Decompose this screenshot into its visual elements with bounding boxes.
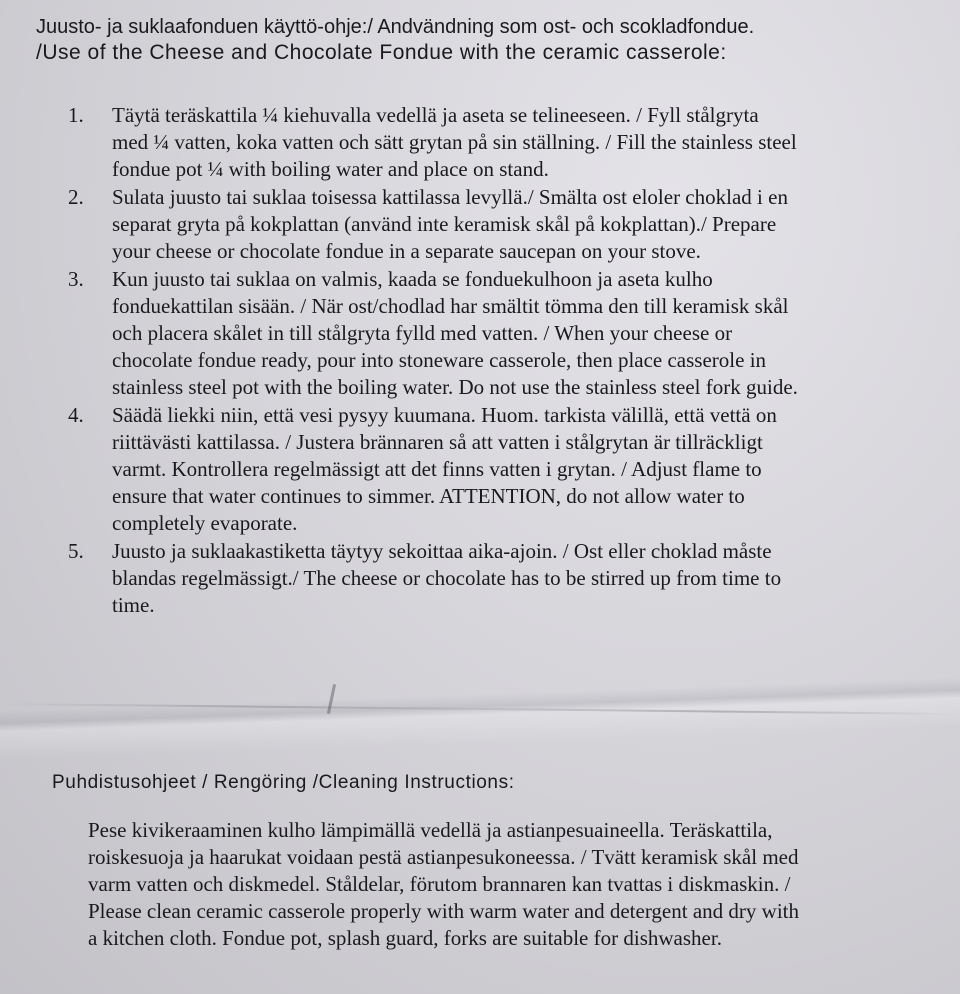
heading-line-1: Juusto- ja suklaafonduen käyttö-ohje:/ Andvändning som ost- och scokladfondue. xyxy=(36,16,755,38)
step-3 xyxy=(68,266,948,401)
step-line: separat gryta på kokplattan (använd inte keramisk skål på kokplattan)./ Prepare xyxy=(112,212,777,236)
step-line: your cheese or chocolate fondue in a separate saucepan on your stove. xyxy=(112,239,701,263)
step-line: time. xyxy=(112,593,155,617)
step-line: och placera skålet in till stålgryta fylld med vatten. / When your cheese or xyxy=(112,321,733,345)
step-2 xyxy=(68,184,948,265)
step-line: Sulata juusto tai suklaa toisessa kattilassa levyllä./ Smälta ost eloler choklad i en xyxy=(112,185,788,209)
step-number: 3. xyxy=(68,267,84,291)
paper-tear-mark xyxy=(327,684,336,714)
cleaning-instructions xyxy=(88,817,948,952)
step-1 xyxy=(68,102,948,183)
cleaning-heading: Puhdistusohjeet / Rengöring /Cleaning Instructions: xyxy=(52,772,515,793)
step-number: 1. xyxy=(68,103,84,127)
step-line: stainless steel pot with the boiling water. Do not use the stainless steel fork guide. xyxy=(112,375,798,399)
step-line: ensure that water continues to simmer. ATTENTION, do not allow water to xyxy=(112,484,745,508)
step-number: 5. xyxy=(68,539,84,563)
document-heading xyxy=(36,14,936,66)
step-line: Säädä liekki niin, että vesi pysyy kuumana. Huom. tarkista välillä, että vettä on xyxy=(112,403,777,427)
step-line: Täytä teräskattila ¼ kiehuvalla vedellä ja aseta se telineeseen. / Fyll stålgryta xyxy=(112,103,759,127)
step-line: med ¼ vatten, koka vatten och sätt grytan på sin ställning. / Fill the stainless steel xyxy=(112,130,797,154)
step-5 xyxy=(68,538,948,619)
cleaning-line: roiskesuoja ja haarukat voidaan pestä astianpesukoneessa. / Tvätt keramisk skål med xyxy=(88,845,799,869)
heading-line-2: /Use of the Cheese and Chocolate Fondue with the ceramic casserole: xyxy=(36,41,727,64)
paper-fold xyxy=(0,703,960,715)
cleaning-line: varm vatten och diskmedel. Ståldelar, förutom brannaren kan tvattas i diskmaskin. / xyxy=(88,872,791,896)
step-line: chocolate fondue ready, pour into stoneware casserole, then place casserole in xyxy=(112,348,767,372)
step-line: fonduekattilan sisään. / När ost/chodlad har smältit tömma den till keramisk skål xyxy=(112,294,789,318)
step-line: Kun juusto tai suklaa on valmis, kaada se fonduekulhoon ja aseta kulho xyxy=(112,267,713,291)
step-line: varmt. Kontrollera regelmässigt att det finns vatten i grytan. / Adjust flame to xyxy=(112,457,762,481)
step-line: completely evaporate. xyxy=(112,511,298,535)
step-line: fondue pot ¼ with boiling water and place on stand. xyxy=(112,157,549,181)
usage-steps-list xyxy=(68,102,948,620)
step-line: Juusto ja suklaakastiketta täytyy sekoittaa aika-ajoin. / Ost eller choklad måste xyxy=(112,539,772,563)
cleaning-line: Please clean ceramic casserole properly with warm water and detergent and dry with xyxy=(88,899,799,923)
step-line: blandas regelmässigt./ The cheese or chocolate has to be stirred up from time to xyxy=(112,566,782,590)
step-line: riittävästi kattilassa. / Justera brännaren så att vatten i stålgrytan är tillräckligt xyxy=(112,430,763,454)
step-number: 2. xyxy=(68,185,84,209)
step-number: 4. xyxy=(68,403,84,427)
step-4 xyxy=(68,402,948,537)
cleaning-line: a kitchen cloth. Fondue pot, splash guard, forks are suitable for dishwasher. xyxy=(88,926,722,950)
cleaning-line: Pese kivikeraaminen kulho lämpimällä vedellä ja astianpesuaineella. Teräskattila, xyxy=(88,818,773,842)
